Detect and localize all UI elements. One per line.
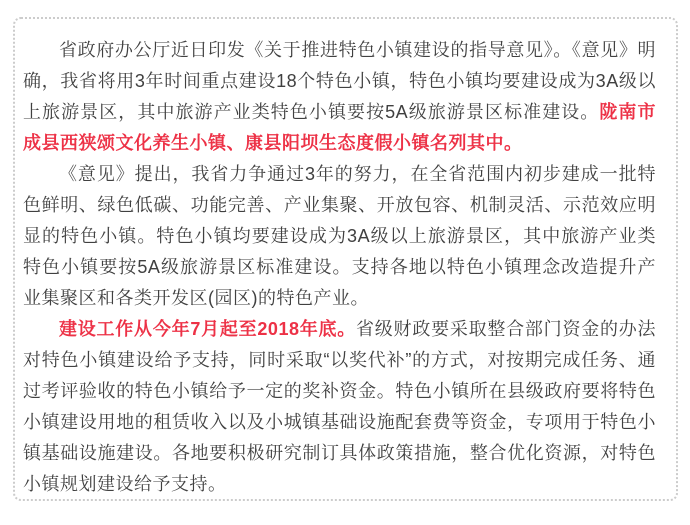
dashed-border-box <box>13 17 678 501</box>
paragraph-3 <box>23 314 656 500</box>
paragraph-2-text: 《意见》提出，我省力争通过3年的努力，在全省范围内初步建成一批特色鲜明、绿色低碳、功能完善、产业集聚、开放包容、机制灵活、示范效应明显的特色小镇。特色小镇均要建设成为3A级以上旅游景区，其中旅游产业类特色小镇要按5A级旅游景区标准建设。支持各地以特色小镇理念改造提升产业集聚区和各类开发区(园区)的特色产业。 <box>23 164 656 308</box>
paragraph-2 <box>23 159 656 314</box>
paragraph-3-highlighted-text: 建设工作从今年7月起至2018年底。 <box>59 319 357 339</box>
paragraph-1 <box>23 35 656 159</box>
paragraph-1-text: 省政府办公厅近日印发《关于推进特色小镇建设的指导意见》。《意见》明确，我省将用3年时间重点建设18个特色小镇，特色小镇均要建设成为3A级以上旅游景区，其中旅游产业类特色小镇要按5A级旅游景区标准建设。 <box>23 40 656 122</box>
paragraph-1-highlighted-text: 陇南市成县西狭颂文化养生小镇、康县阳坝生态度假小镇名列其中。 <box>23 102 656 153</box>
paragraph-3-text: 省级财政要采取整合部门资金的办法对特色小镇建设给予支持，同时采取“以奖代补”的方式，对按期完成任务、通过考评验收的特色小镇给予一定的奖补资金。特色小镇所在县级政府要将特色小镇建设用地的租赁收入以及小城镇基础设施配套费等资金，专项用于特色小镇基础设施建设。各地要积极研究制订具体政策措施，整合优化资源，对特色小镇规划建设给予支持。 <box>23 319 656 494</box>
